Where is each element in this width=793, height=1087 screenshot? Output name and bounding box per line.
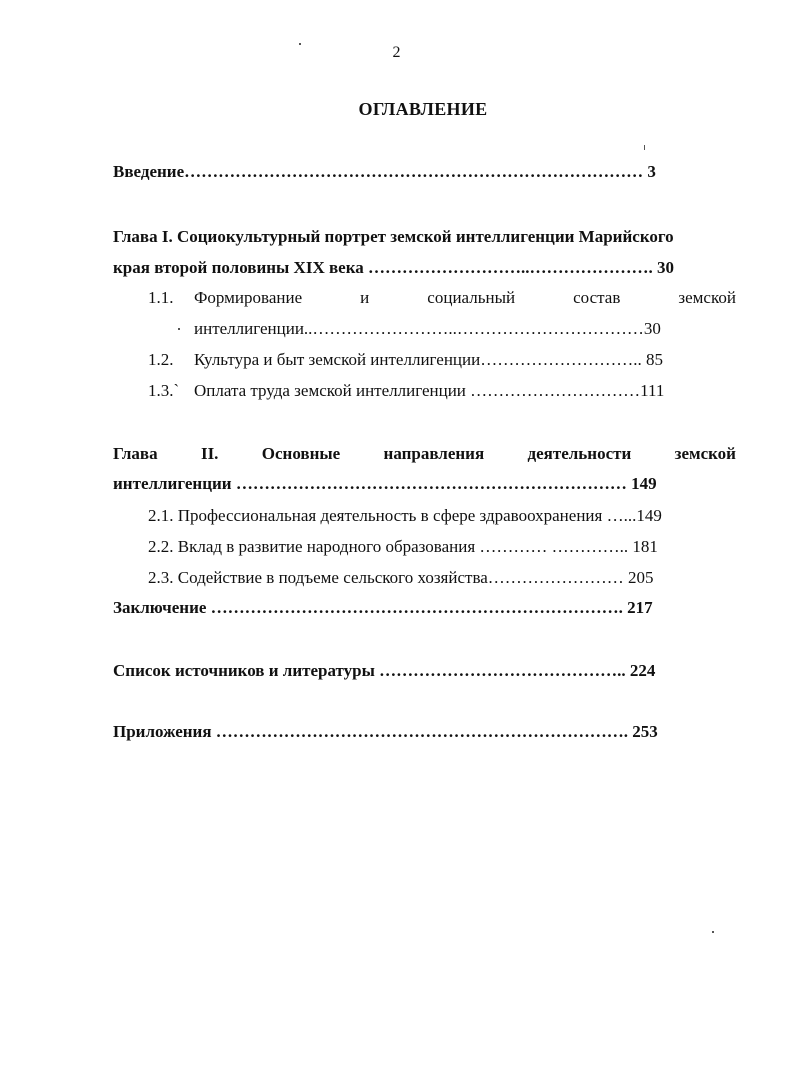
section-title-justified	[194, 288, 736, 308]
chapter-word: Глава	[113, 444, 158, 463]
chapter-word: II.	[200, 444, 219, 463]
toc-chapter1-title[interactable]	[113, 227, 674, 247]
page-number: 2	[392, 44, 401, 61]
chapter-word: деятельности	[527, 444, 632, 463]
toc-section-1-1-cont[interactable]	[194, 319, 661, 339]
section-title: Культура и быт земской интеллигенции……………………….. 85	[194, 350, 663, 369]
toc-leader: ……………………………………………………………….	[206, 598, 623, 617]
section-word: социальный	[427, 288, 516, 307]
toc-entry-conclusion[interactable]	[113, 598, 653, 618]
chapter-word: Основные	[261, 444, 341, 463]
section-word: и	[360, 288, 370, 307]
section-number: 1.3.`	[148, 381, 180, 400]
section-title: 2.2. Вклад в развитие народного образования ………… ………….. 181	[148, 537, 658, 556]
scan-speck	[299, 43, 301, 45]
toc-page-ref: 224	[629, 661, 656, 680]
toc-title: ОГЛАВЛЕНИЕ	[358, 99, 488, 119]
toc-leader: ……………………………………………………………….	[211, 722, 629, 741]
section-number: 1.2.	[148, 350, 174, 369]
toc-entry-text: Введение	[113, 162, 185, 181]
scan-speck	[178, 328, 180, 330]
toc-chapter2-title[interactable]	[113, 444, 736, 464]
section-title: Оплата труда земской интеллигенции …………………………111	[194, 381, 665, 400]
chapter-word: направления	[383, 444, 485, 463]
section-word: Формирование	[194, 288, 303, 307]
toc-entry-intro[interactable]	[113, 162, 656, 182]
toc-chapter2-title-cont[interactable]	[113, 474, 657, 494]
toc-leader: ……………………………………..	[374, 661, 626, 680]
toc-entry-text: Список источников и литературы	[113, 661, 375, 680]
toc-page-ref: 149	[631, 474, 657, 493]
chapter-word: земской	[674, 444, 736, 463]
toc-entry-text: интеллигенции	[113, 474, 232, 493]
toc-leader: ……………………………………………………………	[231, 474, 627, 493]
section-title: 2.1. Профессиональная деятельность в сфере здравоохранения …...149	[148, 506, 662, 525]
scan-speck	[644, 145, 645, 150]
section-title: 2.3. Содействие в подъеме сельского хозяйства…………………… 205	[148, 568, 654, 587]
toc-page-ref: 30	[657, 258, 674, 277]
toc-section-2-3[interactable]	[148, 568, 654, 588]
toc-section-1-3[interactable]	[148, 381, 664, 401]
toc-entry-sources[interactable]	[113, 661, 655, 681]
toc-entry-text: Глава I. Социокультурный портрет земской интеллигенции Марийского	[113, 227, 674, 246]
scan-speck	[712, 931, 714, 933]
toc-page-ref: 253	[632, 722, 658, 741]
section-word: земской	[678, 288, 736, 307]
toc-section-2-1[interactable]	[148, 506, 662, 526]
toc-entry-text: Приложения	[113, 722, 212, 741]
toc-page-ref: 217	[627, 598, 653, 617]
toc-page-ref: 3	[647, 162, 656, 181]
toc-leader: ………………………………………………………………………	[184, 162, 644, 181]
toc-entry-text: края второй половины XIX века	[113, 258, 364, 277]
toc-section-1-2[interactable]	[148, 350, 663, 370]
section-word: состав	[573, 288, 621, 307]
toc-chapter1-title-cont[interactable]	[113, 258, 674, 278]
toc-entry-appendix[interactable]	[113, 722, 658, 742]
toc-section-2-2[interactable]	[148, 537, 658, 557]
toc-leader: ………………………..………………….	[363, 258, 653, 277]
section-title-cont: интеллигенции..……………………..……………………………30	[194, 319, 661, 338]
toc-entry-text: Заключение	[113, 598, 207, 617]
toc-section-1-1[interactable]	[148, 288, 736, 308]
section-number: 1.1.	[148, 288, 174, 307]
